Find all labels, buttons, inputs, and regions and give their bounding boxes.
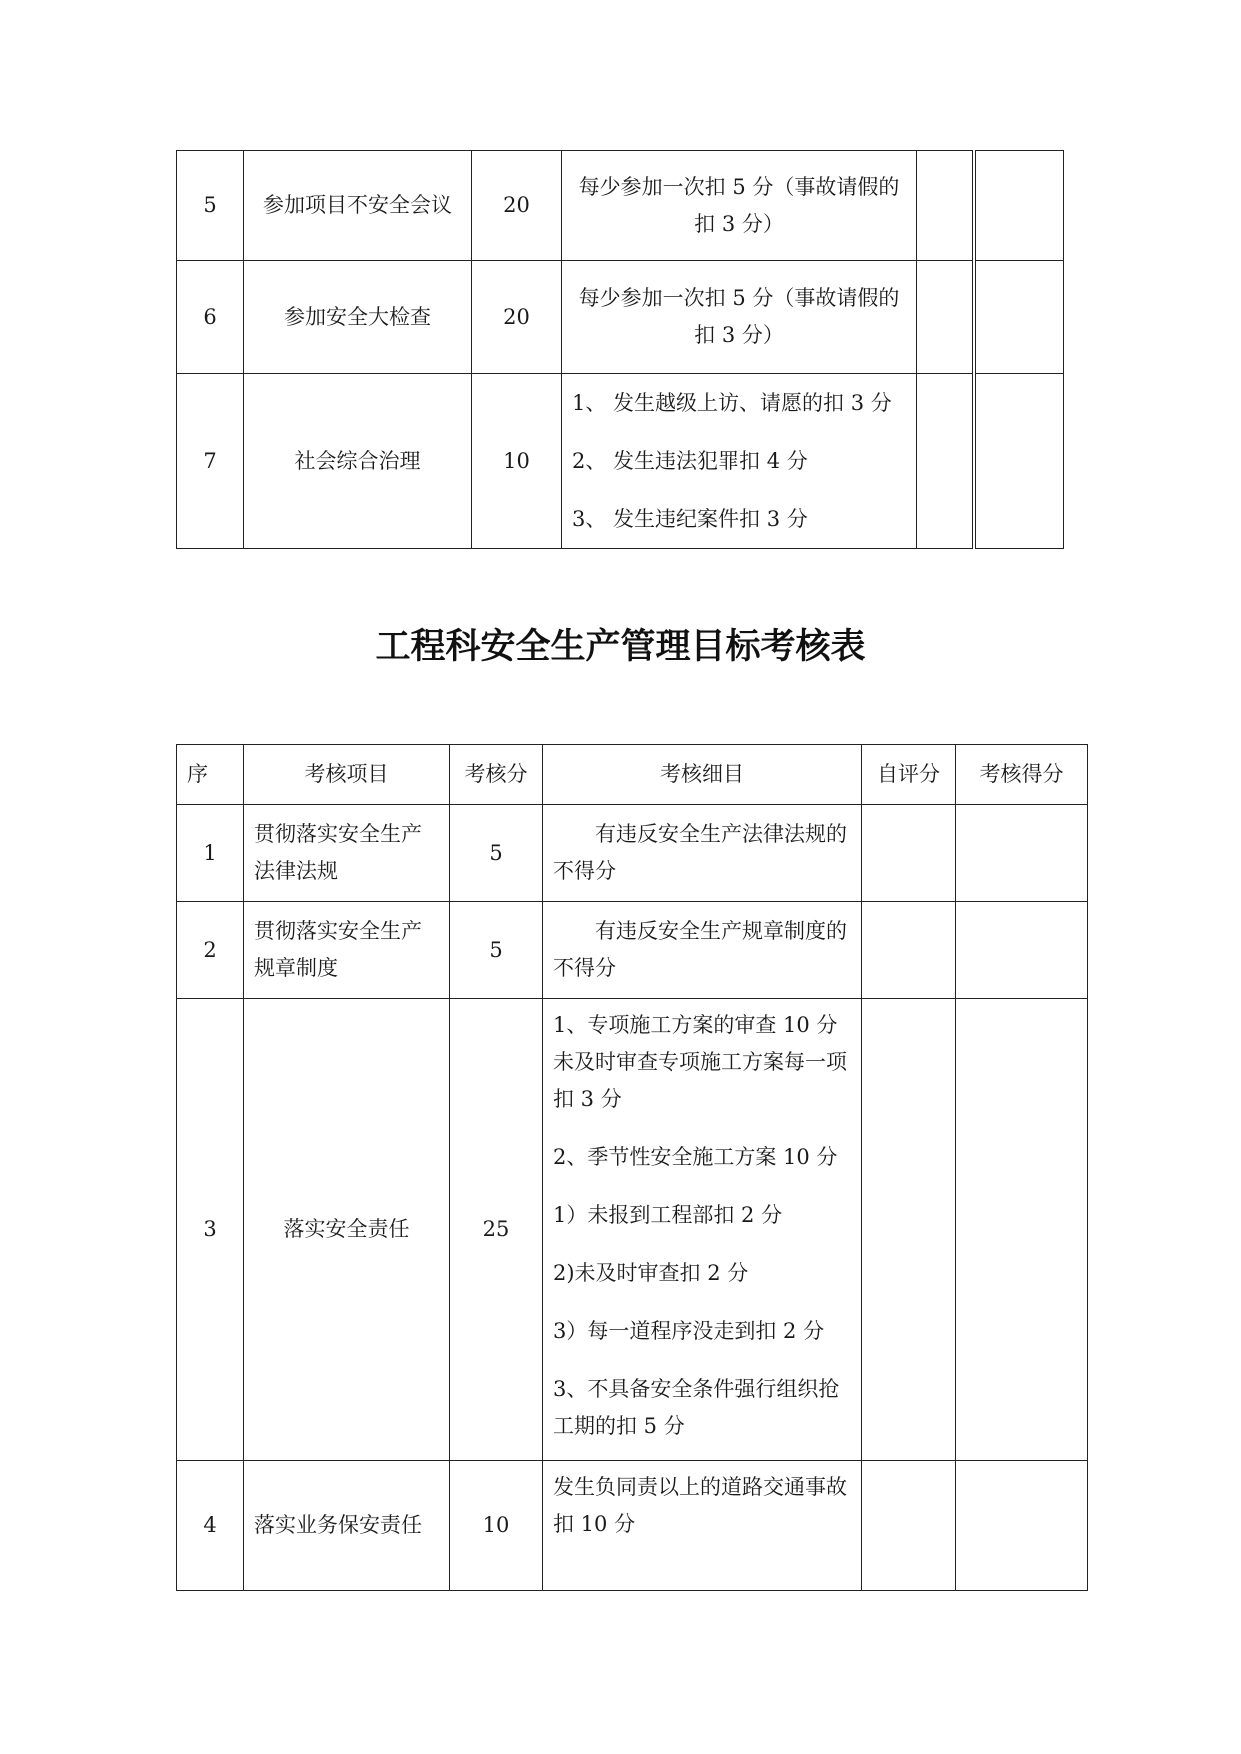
row-number: 2	[177, 902, 244, 999]
header-detail: 考核细目	[543, 745, 862, 805]
assessment-detail: 有违反安全生产法律法规的不得分	[543, 805, 862, 902]
self-score-cell	[862, 1461, 956, 1591]
assessment-detail: 发生负同责以上的道路交通事故扣 10 分	[543, 1461, 862, 1591]
row-number: 6	[177, 261, 244, 374]
assessment-item: 落实安全责任	[244, 999, 450, 1461]
assessment-detail: 每少参加一次扣 5 分（事故请假的扣 3 分）	[562, 151, 917, 261]
self-score-cell	[862, 902, 956, 999]
detail-line: 2)未及时审查扣 2 分	[553, 1261, 749, 1285]
row-number: 5	[177, 151, 244, 261]
table-row	[177, 805, 1088, 902]
table-header-row	[177, 745, 1088, 805]
self-score-cell	[862, 805, 956, 902]
row-number: 7	[177, 374, 244, 549]
header-number: 序	[177, 745, 244, 805]
final-score-cell	[956, 999, 1088, 1461]
page-title: 工程科安全生产管理目标考核表	[375, 627, 866, 667]
self-score-cell	[917, 374, 974, 549]
detail-line: 2、 发生违法犯罪扣 4 分	[572, 448, 808, 473]
header-item: 考核项目	[244, 745, 450, 805]
assessment-score: 10	[450, 1461, 543, 1591]
assessment-item: 贯彻落实安全生产规章制度	[244, 902, 450, 999]
assessment-item: 落实业务保安责任	[244, 1461, 450, 1591]
final-score-cell	[956, 1461, 1088, 1591]
detail-line: 1、专项施工方案的审查 10 分未及时审查专项施工方案每一项扣 3 分	[553, 1013, 847, 1111]
assessment-score: 5	[450, 902, 543, 999]
assessment-detail: 每少参加一次扣 5 分（事故请假的扣 3 分）	[562, 261, 917, 374]
final-score-cell	[956, 805, 1088, 902]
header-self-score: 自评分	[862, 745, 956, 805]
table-row	[177, 151, 1064, 261]
table-row	[177, 374, 1064, 549]
detail-line: 1）未报到工程部扣 2 分	[553, 1203, 783, 1227]
final-score-cell	[974, 151, 1064, 261]
table-row	[177, 999, 1088, 1461]
detail-line: 2、季节性安全施工方案 10 分	[553, 1145, 838, 1169]
table-row	[177, 1461, 1088, 1591]
self-score-cell	[917, 151, 974, 261]
self-score-cell	[917, 261, 974, 374]
assessment-score: 25	[450, 999, 543, 1461]
assessment-score: 5	[450, 805, 543, 902]
assessment-item: 参加安全大检查	[244, 261, 472, 374]
assessment-item: 社会综合治理	[244, 374, 472, 549]
final-score-cell	[974, 374, 1064, 549]
detail-line: 3、 发生违纪案件扣 3 分	[572, 506, 808, 531]
row-number: 4	[177, 1461, 244, 1591]
detail-line: 3）每一道程序没走到扣 2 分	[553, 1319, 825, 1343]
assessment-score: 20	[472, 151, 562, 261]
assessment-detail	[543, 999, 862, 1461]
assessment-score: 20	[472, 261, 562, 374]
self-score-cell	[862, 999, 956, 1461]
assessment-table	[176, 744, 1088, 1591]
continuation-table	[176, 150, 1064, 549]
table-row	[177, 261, 1064, 374]
detail-line: 1、 发生越级上访、请愿的扣 3 分	[572, 390, 892, 415]
final-score-cell	[956, 902, 1088, 999]
detail-line: 3、不具备安全条件强行组织抢工期的扣 5 分	[553, 1377, 840, 1438]
row-number: 1	[177, 805, 244, 902]
assessment-detail	[562, 374, 917, 549]
row-number: 3	[177, 999, 244, 1461]
header-score: 考核分	[450, 745, 543, 805]
table-row	[177, 902, 1088, 999]
final-score-cell	[974, 261, 1064, 374]
assessment-item: 参加项目不安全会议	[244, 151, 472, 261]
assessment-item: 贯彻落实安全生产法律法规	[244, 805, 450, 902]
header-final-score: 考核得分	[956, 745, 1088, 805]
assessment-detail: 有违反安全生产规章制度的不得分	[543, 902, 862, 999]
assessment-score: 10	[472, 374, 562, 549]
